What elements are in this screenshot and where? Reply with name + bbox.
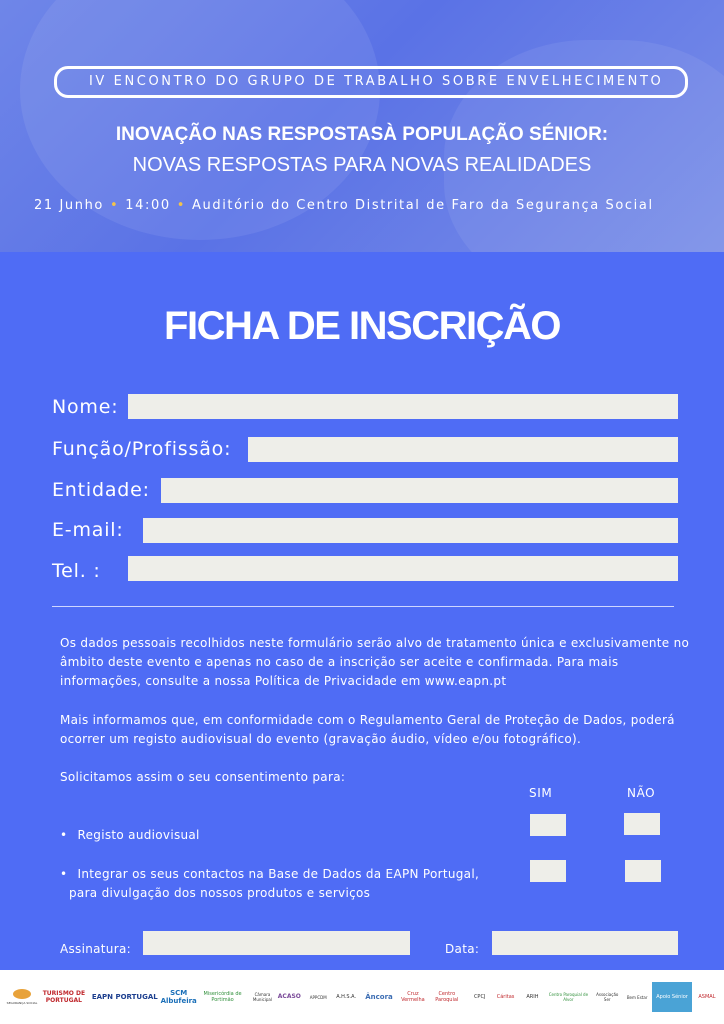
sponsor-logo: SEGURANÇA SOCIAL <box>6 982 38 1012</box>
consent-item-label-cont: para divulgação dos nossos produtos e serviços <box>69 886 371 900</box>
audiovisual-no-checkbox[interactable] <box>624 813 660 835</box>
role-label: Função/Profissão: <box>52 438 232 460</box>
sponsor-logo: ASMAL <box>698 994 716 1000</box>
role-field[interactable] <box>248 437 678 462</box>
event-date: 21 Junho <box>34 198 104 213</box>
database-no-checkbox[interactable] <box>625 860 661 882</box>
no-header: NÃO <box>627 786 656 800</box>
sponsor-logo: EAPN PORTUGAL <box>91 993 158 1001</box>
database-yes-checkbox[interactable] <box>530 860 566 882</box>
sponsor-logo: Centro Paroquial de Alvor <box>548 992 589 1002</box>
date-label: Data: <box>445 942 480 956</box>
event-details <box>34 198 654 213</box>
sponsors-bar <box>0 970 724 1024</box>
sponsor-logo: Centro Paroquial <box>435 991 459 1003</box>
bullet-icon: • <box>60 828 68 842</box>
event-title: INOVAÇÃO NAS RESPOSTASÀ POPULAÇÃO SÉNIOR: <box>115 124 609 145</box>
consent-item-audiovisual <box>60 826 200 845</box>
sponsor-logo: Apoio Sénior <box>652 982 692 1012</box>
entity-label: Entidade: <box>52 479 150 501</box>
sponsor-logo: Bem Estar <box>626 994 648 1000</box>
consent-item-database <box>60 865 479 903</box>
email-field[interactable] <box>143 518 678 543</box>
yes-header: SIM <box>529 786 553 800</box>
date-field[interactable] <box>492 931 678 955</box>
name-label: Nome: <box>52 396 119 418</box>
phone-label: Tel. : <box>52 560 101 582</box>
privacy-text: Os dados pessoais recolhidos neste formulário serão alvo de tratamento única e exclusivamente no âmbito deste evento e apenas no caso de a inscrição ser aceite e confirmada. Para mais informações, consulte a nossa Política de Privacidade em www.eapn.pt <box>60 636 690 688</box>
sponsor-logo: SCM Albufeira <box>160 989 197 1005</box>
sponsor-logo: ACASO <box>277 993 301 1000</box>
consent-item-label: Registo audiovisual <box>77 828 200 842</box>
sponsor-logo: APPCDM <box>309 994 327 1000</box>
bullet-icon: • <box>176 198 187 213</box>
sponsor-logo: Cruz Vermelha <box>401 991 425 1003</box>
sponsor-logo: Âncora <box>365 993 393 1001</box>
entity-field[interactable] <box>161 478 678 503</box>
signature-field[interactable] <box>143 931 410 955</box>
sponsor-logo: Associação Ser <box>596 992 619 1002</box>
header-hero <box>0 0 724 252</box>
sponsor-logo: Misericórdia de Portimão <box>203 991 242 1003</box>
consent-request: Solicitamos assim o seu consentimento para: <box>60 770 346 784</box>
sponsor-logo: Cáritas <box>496 994 515 1000</box>
event-time: 14:00 <box>125 198 171 213</box>
sponsor-logo: CPCJ <box>473 994 486 1000</box>
event-subtitle: NOVAS RESPOSTAS PARA NOVAS REALIDADES <box>132 154 592 176</box>
sponsor-logo: A.H.S.A. <box>336 994 357 1000</box>
event-banner: IV ENCONTRO DO GRUPO DE TRABALHO SOBRE ENVELHECIMENTO <box>54 66 688 98</box>
audiovisual-yes-checkbox[interactable] <box>530 814 566 836</box>
event-venue: Auditório do Centro Distrital de Faro da Segurança Social <box>192 198 654 213</box>
consent-item-label: Integrar os seus contactos na Base de Dados da EAPN Portugal, <box>77 867 480 881</box>
sponsor-logo: TURISMO DE PORTUGAL <box>42 990 86 1004</box>
divider <box>52 606 674 607</box>
name-field[interactable] <box>128 394 678 419</box>
bullet-icon: • <box>60 867 68 881</box>
form-title: FICHA DE INSCRIÇÃO <box>164 304 560 348</box>
email-label: E-mail: <box>52 519 124 541</box>
sponsor-logo: Câmara Municipal <box>252 992 272 1002</box>
sponsor-logo: ARIH <box>526 994 539 1000</box>
signature-label: Assinatura: <box>60 942 131 956</box>
bullet-icon: • <box>109 198 120 213</box>
phone-field[interactable] <box>128 556 678 581</box>
rgpd-text: Mais informamos que, em conformidade com o Regulamento Geral de Proteção de Dados, poderá ocorrer um registo audiovisual do evento (gravação áudio, vídeo e/ou fotográfico). <box>60 713 675 746</box>
